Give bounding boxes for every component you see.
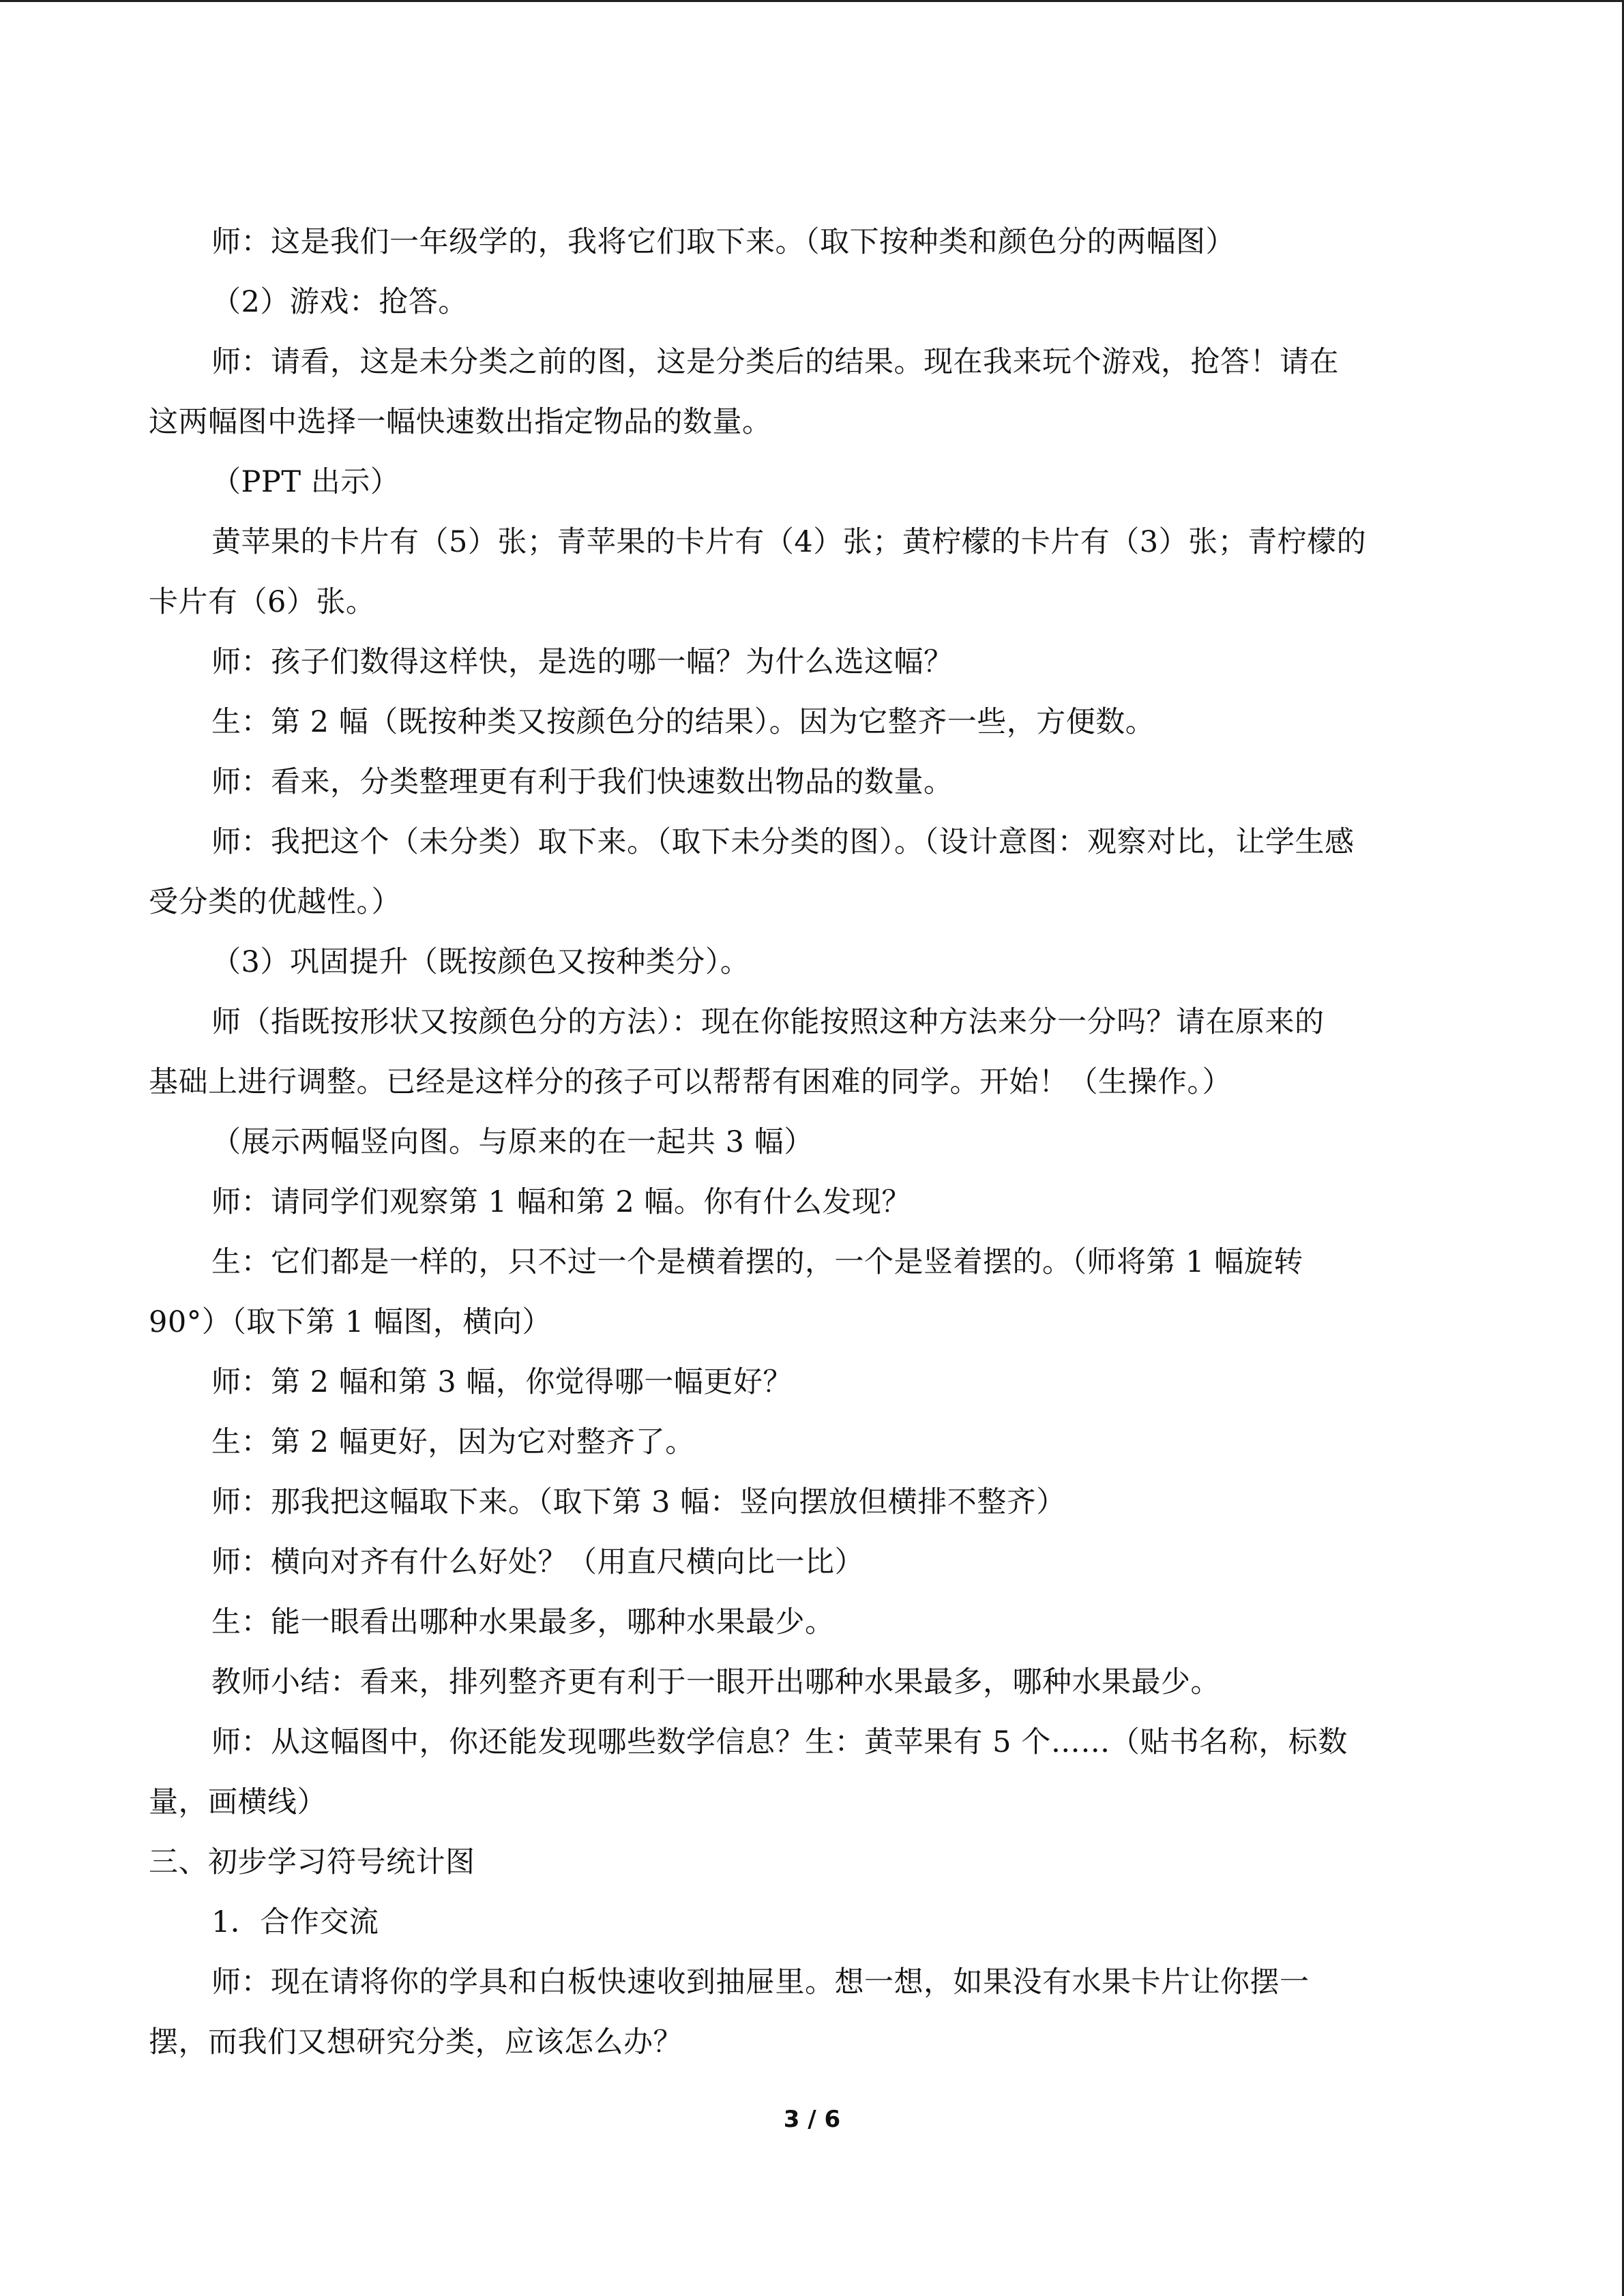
text-line: 三、初步学习符号统计图 (149, 1845, 475, 1879)
text-line: 师：请看，这是未分类之前的图，这是分类后的结果。现在我来玩个游戏，抢答！请在 (211, 345, 1339, 379)
text-line: 生：能一眼看出哪种水果最多，哪种水果最少。 (211, 1605, 835, 1639)
text-line: 师：请同学们观察第 1 幅和第 2 幅。你有什么发现？ (211, 1185, 911, 1219)
text-line: 师：孩子们数得这样快，是选的哪一幅？为什么选这幅？ (211, 645, 954, 679)
text-line: （PPT 出示） (211, 465, 400, 499)
text-line: 1．合作交流 (211, 1905, 379, 1939)
text-line: 90°）（取下第 1 幅图，横向） (149, 1305, 552, 1339)
text-line: 师（指既按形状又按颜色分的方法）：现在你能按照这种方法来分一分吗？请在原来的 (211, 1005, 1325, 1039)
text-line: 师：这是我们一年级学的，我将它们取下来。（取下按种类和颜色分的两幅图） (211, 225, 1235, 259)
text-line: 这两幅图中选择一幅快速数出指定物品的数量。 (149, 405, 772, 439)
text-line: 师：我把这个（未分类）取下来。（取下未分类的图）。（设计意图：观察对比，让学生感 (211, 825, 1355, 859)
text-line: 生：第 2 幅更好，因为它对整齐了。 (211, 1425, 695, 1459)
document-body (149, 212, 1475, 2072)
text-line: 师：从这幅图中，你还能发现哪些数学信息？生：黄苹果有 5 个……（贴书名称，标数 (211, 1725, 1348, 1759)
text-line: 师：现在请将你的学具和白板快速收到抽屉里。想一想，如果没有水果卡片让你摆一 (211, 1965, 1310, 1999)
text-line: 摆，而我们又想研究分类，应该怎么办？ (149, 2025, 683, 2059)
text-line: 师：横向对齐有什么好处？（用直尺横向比一比） (211, 1545, 864, 1579)
text-line: （展示两幅竖向图。与原来的在一起共 3 幅） (211, 1125, 814, 1159)
text-line: （2）游戏：抢答。 (211, 285, 468, 319)
text-line: 生：它们都是一样的，只不过一个是横着摆的，一个是竖着摆的。（师将第 1 幅旋转 (211, 1245, 1303, 1279)
text-line: 生：第 2 幅（既按种类又按颜色分的结果）。因为它整齐一些，方便数。 (211, 705, 1155, 739)
text-line: 师：那我把这幅取下来。（取下第 3 幅：竖向摆放但横排不整齐） (211, 1485, 1066, 1519)
text-line: 师：看来，分类整理更有利于我们快速数出物品的数量。 (211, 765, 954, 799)
text-line: 受分类的优越性。） (149, 885, 401, 919)
text-line: （3）巩固提升（既按颜色又按种类分）。 (211, 945, 750, 979)
text-line: 基础上进行调整。已经是这样分的孩子可以帮帮有困难的同学。开始！（生操作。） (149, 1065, 1232, 1099)
page-number: 3 / 6 (783, 2106, 841, 2133)
text-line: 教师小结：看来，排列整齐更有利于一眼开出哪种水果最多，哪种水果最少。 (211, 1665, 1220, 1699)
text-line: 师：第 2 幅和第 3 幅，你觉得哪一幅更好？ (211, 1365, 793, 1399)
text-line: 黄苹果的卡片有（5）张；青苹果的卡片有（4）张；黄柠檬的卡片有（3）张；青柠檬的 (211, 525, 1367, 559)
text-line: 卡片有（6）张。 (149, 585, 376, 619)
text-line: 量，画横线） (149, 1785, 327, 1819)
